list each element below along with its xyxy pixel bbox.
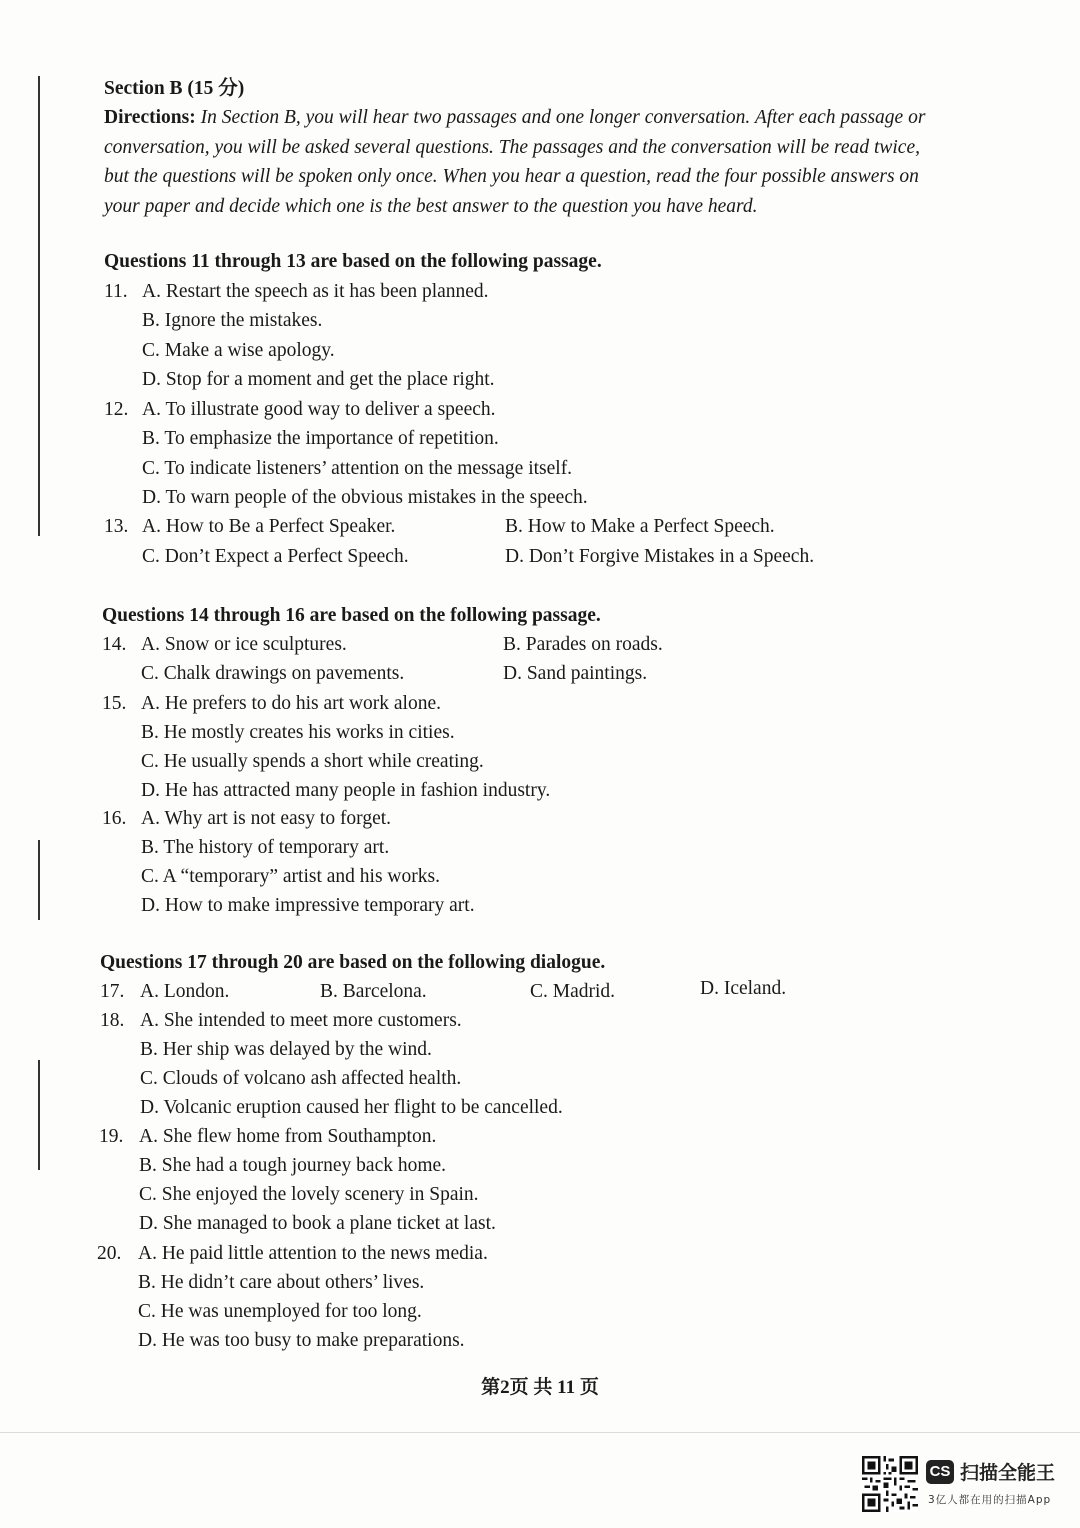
option-a: A. Why art is not easy to forget. (141, 808, 392, 829)
option-a: A. She flew home from Southampton. (139, 1126, 437, 1147)
question-number: 12. (104, 399, 129, 420)
option-a: A. To illustrate good way to deliver a speech. (142, 399, 496, 420)
option-c: C. Don’t Expect a Perfect Speech. (142, 546, 409, 567)
option-c: C. A “temporary” artist and his works. (141, 866, 440, 887)
group-heading: Questions 14 through 16 are based on the following passage. (102, 605, 601, 626)
page-number: 第2页 共 11 页 (481, 1377, 599, 1398)
option-d: D. Sand paintings. (503, 663, 648, 684)
camscanner-name: 扫描全能王 (960, 1462, 1056, 1484)
camscanner-logo: CS (926, 1460, 954, 1484)
option-c: C. He was unemployed for too long. (138, 1301, 422, 1322)
option-a: A. London. (140, 981, 230, 1002)
option-b: B. She had a tough journey back home. (139, 1155, 447, 1176)
option-c: C. Madrid. (530, 981, 616, 1002)
option-d: D. Volcanic eruption caused her flight to be cancelled. (140, 1097, 563, 1118)
option-b: B. How to Make a Perfect Speech. (505, 516, 775, 537)
directions-text: In Section B, you will hear two passages and one longer conversation. After each passage or conversation, you will be asked several questions. The passages and the conversation will be read twice, but the questions will be spoken only once. When you hear a question, read the four possible answers on your paper and decide which one is the best answer to the question you have heard. (104, 107, 926, 217)
group-heading: Questions 11 through 13 are based on the following passage. (104, 251, 602, 272)
option-a: A. She intended to meet more customers. (140, 1010, 462, 1031)
option-c: C. Chalk drawings on pavements. (141, 663, 405, 684)
option-b: B. Ignore the mistakes. (142, 310, 323, 331)
option-b: B. He mostly creates his works in cities. (141, 722, 455, 743)
option-a: A. How to Be a Perfect Speaker. (142, 516, 396, 537)
option-d: D. He was too busy to make preparations. (138, 1330, 465, 1351)
option-d: D. Don’t Forgive Mistakes in a Speech. (505, 546, 815, 567)
option-c: C. Make a wise apology. (142, 340, 335, 361)
option-c: C. She enjoyed the lovely scenery in Spain. (139, 1184, 479, 1205)
option-b: B. He didn’t care about others’ lives. (138, 1272, 425, 1293)
scan-divider (0, 1432, 1080, 1433)
question-number: 15. (102, 693, 127, 714)
question-number: 13. (104, 516, 129, 537)
option-d: D. She managed to book a plane ticket at last. (139, 1213, 496, 1234)
option-b: B. To emphasize the importance of repetition. (142, 428, 499, 449)
option-d: D. How to make impressive temporary art. (141, 895, 475, 916)
option-a: A. Restart the speech as it has been planned. (142, 281, 489, 302)
directions-lead: Directions: (104, 107, 196, 128)
question-number: 16. (102, 808, 127, 829)
option-a: A. He prefers to do his art work alone. (141, 693, 441, 714)
option-b: B. Parades on roads. (503, 634, 663, 655)
binding-margin-line (38, 1060, 40, 1170)
camscanner-tagline: 3亿人都在用的扫描App (928, 1494, 1052, 1506)
directions (104, 103, 944, 221)
binding-margin-line (38, 76, 40, 536)
option-c: C. To indicate listeners’ attention on the message itself. (142, 458, 573, 479)
option-b: B. Her ship was delayed by the wind. (140, 1039, 432, 1060)
option-d: D. He has attracted many people in fashion industry. (141, 780, 551, 801)
option-a: A. He paid little attention to the news media. (138, 1243, 488, 1264)
option-d: D. To warn people of the obvious mistakes in the speech. (142, 487, 588, 508)
question-number: 11. (104, 281, 128, 302)
option-a: A. Snow or ice sculptures. (141, 634, 347, 655)
option-c: C. He usually spends a short while creating. (141, 751, 484, 772)
binding-margin-line (38, 840, 40, 920)
qr-code-icon (862, 1456, 918, 1512)
option-d: D. Stop for a moment and get the place right. (142, 369, 495, 390)
question-number: 18. (100, 1010, 125, 1031)
question-number: 19. (99, 1126, 124, 1147)
question-number: 14. (102, 634, 127, 655)
group-heading: Questions 17 through 20 are based on the following dialogue. (100, 952, 606, 973)
option-d: D. Iceland. (700, 978, 787, 999)
option-b: B. The history of temporary art. (141, 837, 390, 858)
option-c: C. Clouds of volcano ash affected health. (140, 1068, 462, 1089)
question-number: 17. (100, 981, 125, 1002)
question-number: 20. (97, 1243, 122, 1264)
section-title: Section B (15 分) (104, 78, 245, 99)
option-b: B. Barcelona. (320, 981, 427, 1002)
